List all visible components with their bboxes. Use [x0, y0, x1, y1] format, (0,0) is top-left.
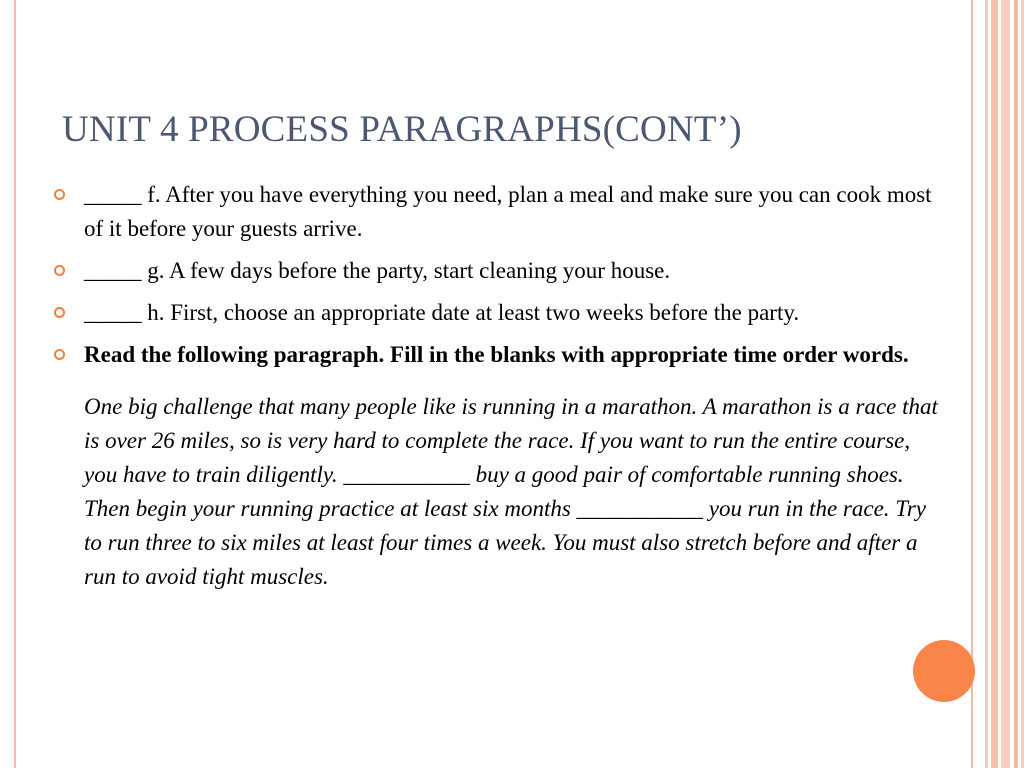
- bullet-item-instruction: [54, 338, 944, 372]
- bullet-icon: [54, 307, 65, 318]
- stripe: [991, 0, 998, 768]
- bullet-icon: [54, 265, 65, 276]
- bullet-text: _____ f. After you have everything you need, plan a meal and make sure you can cook most of it before your guests arrive.: [84, 182, 932, 241]
- slide-title: UNIT 4 PROCESS PARAGRAPHS(CONT’): [62, 109, 742, 150]
- stripe: [1001, 0, 1010, 768]
- stripe: [985, 0, 988, 768]
- bullet-icon: [54, 189, 65, 200]
- bullet-item: [54, 254, 944, 288]
- bullet-icon: [54, 349, 65, 360]
- slide-content: [54, 178, 944, 594]
- decorative-stripes: [980, 0, 1024, 768]
- marathon-paragraph: One big challenge that many people like is running in a marathon. A marathon is a race that is over 26 miles, so is very hard to complete the race. If you want to run the entire course, you have to train diligently. ___________ buy a good pair of comfortable running shoes. Then begin your running practice at least six months ___________ you run in the race. Try to run three to six miles at least four times a week. You must also stretch before and after a run to avoid tight muscles.: [84, 394, 938, 589]
- bullet-text: _____ g. A few days before the party, start cleaning your house.: [84, 258, 671, 283]
- bullet-text: _____ h. First, choose an appropriate date at least two weeks before the party.: [84, 300, 800, 325]
- decorative-circle: [913, 640, 975, 702]
- bullet-item: [54, 296, 944, 330]
- bullet-text: Read the following paragraph. Fill in the blanks with appropriate time order words.: [84, 342, 909, 367]
- stripe: [1014, 0, 1018, 768]
- bullet-item: [54, 178, 944, 246]
